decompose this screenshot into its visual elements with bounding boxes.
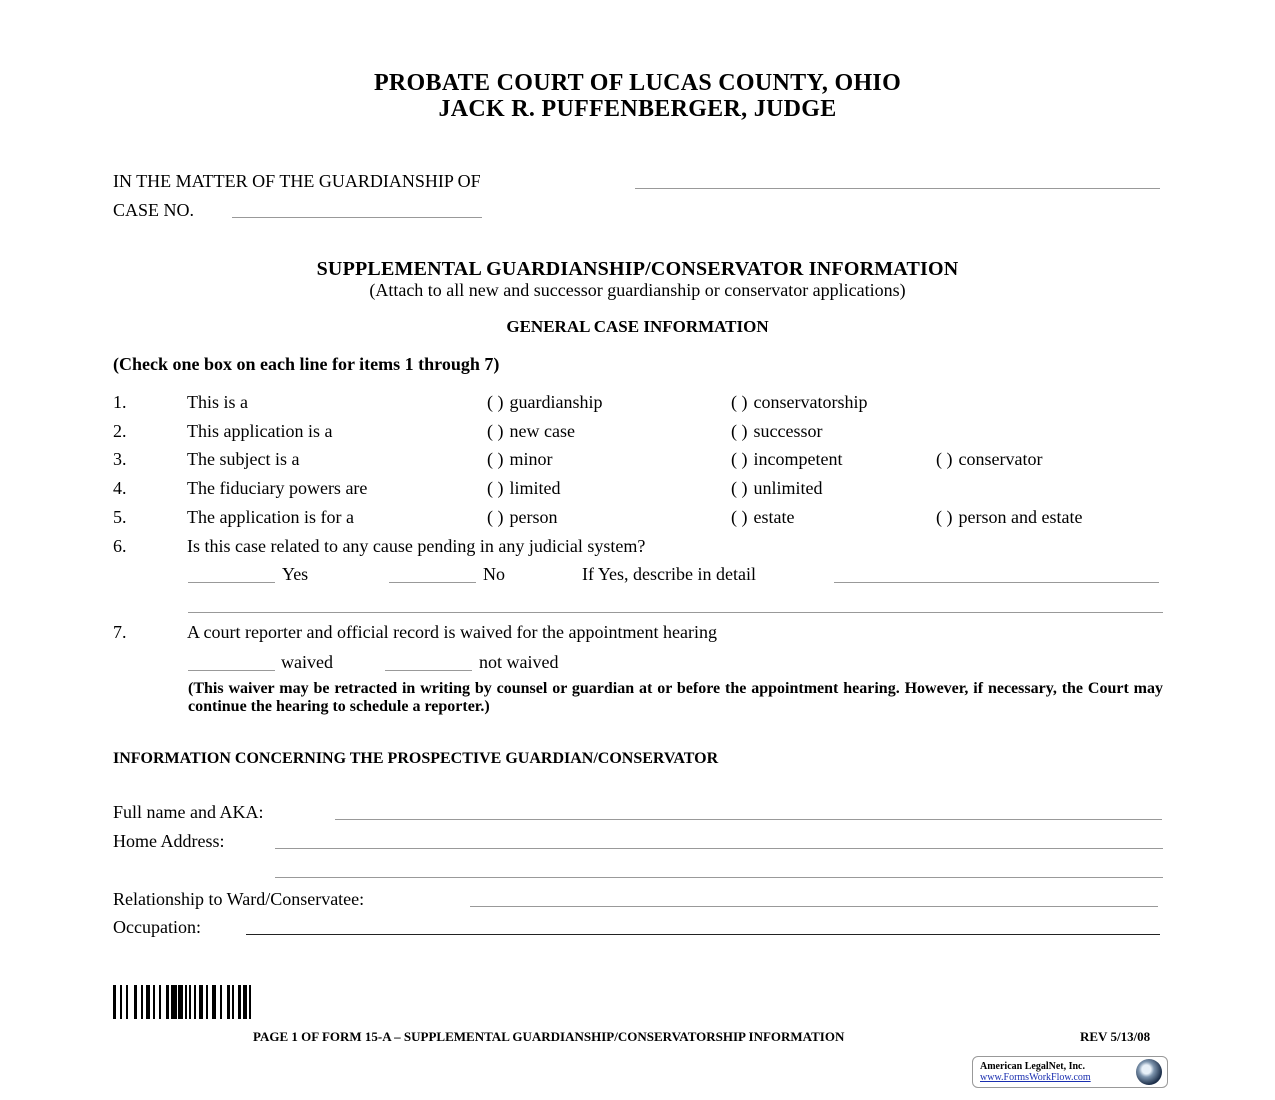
checkbox[interactable]: ( ): [487, 392, 504, 412]
option-label: successor: [753, 421, 823, 441]
no-label: No: [483, 564, 505, 584]
item-question: Is this case related to any cause pending in any judicial system?: [187, 536, 646, 556]
judge-title: JACK R. PUFFENBERGER, JUDGE: [438, 96, 837, 122]
not-waived-label: not waived: [479, 652, 559, 672]
checkbox[interactable]: ( ): [731, 392, 748, 412]
home-address-field-line-1[interactable]: [275, 832, 1163, 849]
item-row-5: [113, 507, 1173, 531]
relationship-label: Relationship to Ward/Conservatee:: [113, 889, 365, 909]
item-question: A court reporter and official record is waived for the appointment hearing: [187, 622, 717, 642]
case-no-label: CASE NO.: [113, 200, 195, 220]
checkbox[interactable]: ( ): [487, 507, 504, 527]
item-row-7: [113, 622, 1173, 646]
item-number: 2.: [113, 421, 127, 441]
item-number: 6.: [113, 536, 127, 556]
option-label: minor: [509, 449, 553, 469]
option-unlimited[interactable]: [731, 478, 823, 499]
waiver-note: (This waiver may be retracted in writing by counsel or guardian at or before the appointment hearing. However, if necessary, the Court may continue the hearing to schedule a reporter.): [188, 680, 1163, 715]
option-label: conservatorship: [753, 392, 868, 412]
waived-blank[interactable]: [188, 654, 275, 671]
globe-icon: [1136, 1059, 1162, 1085]
item-label: This application is a: [187, 421, 333, 441]
matter-field[interactable]: [635, 172, 1160, 189]
checkbox[interactable]: ( ): [487, 478, 504, 498]
option-limited[interactable]: [487, 478, 561, 499]
full-name-field[interactable]: [335, 803, 1162, 820]
home-address-field-line-2[interactable]: [275, 861, 1163, 878]
detail-field-line-2[interactable]: [188, 596, 1163, 613]
occupation-field[interactable]: [246, 918, 1160, 935]
item-label: The subject is a: [187, 449, 300, 469]
checkbox[interactable]: ( ): [936, 449, 953, 469]
not-waived-blank[interactable]: [385, 654, 472, 671]
publisher-link[interactable]: www.FormsWorkFlow.com: [980, 1072, 1091, 1083]
item-label: The fiduciary powers are: [187, 478, 368, 498]
yes-blank[interactable]: [188, 566, 275, 583]
section-general-title: GENERAL CASE INFORMATION: [506, 317, 769, 336]
instructions: (Check one box on each line for items 1 through 7): [113, 354, 500, 374]
item-label: This is a: [187, 392, 248, 412]
option-new-case[interactable]: [487, 421, 575, 442]
option-person[interactable]: [487, 507, 558, 528]
item-row-1: [113, 392, 1173, 416]
revision-date: REV 5/13/08: [1080, 1029, 1151, 1044]
form-title: SUPPLEMENTAL GUARDIANSHIP/CONSERVATOR INFORMATION: [316, 258, 959, 280]
option-successor[interactable]: [731, 421, 822, 442]
relationship-field[interactable]: [470, 890, 1158, 907]
item-number: 5.: [113, 507, 127, 527]
guardian-section-title: INFORMATION CONCERNING THE PROSPECTIVE GUARDIAN/CONSERVATOR: [113, 750, 719, 767]
barcode: [113, 985, 283, 1019]
no-blank[interactable]: [389, 566, 476, 583]
checkbox[interactable]: ( ): [936, 507, 953, 527]
checkbox[interactable]: ( ): [731, 507, 748, 527]
option-conservatorship[interactable]: [731, 392, 867, 413]
yes-label: Yes: [282, 564, 309, 584]
item-number: 1.: [113, 392, 127, 412]
option-person-and-estate[interactable]: [936, 507, 1082, 528]
item-number: 3.: [113, 449, 127, 469]
full-name-label: Full name and AKA:: [113, 802, 264, 822]
option-label: person and estate: [958, 507, 1083, 527]
option-label: estate: [753, 507, 795, 527]
option-minor[interactable]: [487, 449, 553, 470]
item-row-4: [113, 478, 1173, 502]
form-subtitle: (Attach to all new and successor guardianship or conservator applications): [369, 280, 906, 300]
checkbox[interactable]: ( ): [731, 449, 748, 469]
option-conservator[interactable]: [936, 449, 1042, 470]
checkbox[interactable]: ( ): [731, 421, 748, 441]
court-title: PROBATE COURT OF LUCAS COUNTY, OHIO: [373, 70, 902, 96]
option-estate[interactable]: [731, 507, 794, 528]
option-label: conservator: [958, 449, 1043, 469]
option-label: incompetent: [753, 449, 843, 469]
home-address-label: Home Address:: [113, 831, 225, 851]
option-label: limited: [509, 478, 561, 498]
option-incompetent[interactable]: [731, 449, 842, 470]
option-label: guardianship: [509, 392, 603, 412]
checkbox[interactable]: ( ): [487, 421, 504, 441]
option-label: new case: [509, 421, 575, 441]
item-row-2: [113, 421, 1173, 445]
option-guardianship[interactable]: [487, 392, 602, 413]
matter-label: IN THE MATTER OF THE GUARDIANSHIP OF: [113, 171, 481, 191]
option-label: unlimited: [753, 478, 823, 498]
item-number: 7.: [113, 622, 127, 642]
item-number: 4.: [113, 478, 127, 498]
detail-label: If Yes, describe in detail: [582, 564, 756, 584]
detail-field-line-1[interactable]: [834, 566, 1159, 583]
publisher-name: American LegalNet, Inc.: [980, 1061, 1085, 1072]
occupation-label: Occupation:: [113, 917, 201, 937]
waived-label: waived: [281, 652, 333, 672]
item-row-6: [113, 536, 1173, 560]
option-label: person: [509, 507, 558, 527]
checkbox[interactable]: ( ): [487, 449, 504, 469]
item-row-3: [113, 449, 1173, 473]
item-label: The application is for a: [187, 507, 354, 527]
page-info: PAGE 1 OF FORM 15-A – SUPPLEMENTAL GUARDIANSHIP/CONSERVATORSHIP INFORMATION: [253, 1029, 845, 1044]
publisher-logo[interactable]: [972, 1056, 1168, 1088]
checkbox[interactable]: ( ): [731, 478, 748, 498]
case-no-field[interactable]: [232, 201, 482, 218]
